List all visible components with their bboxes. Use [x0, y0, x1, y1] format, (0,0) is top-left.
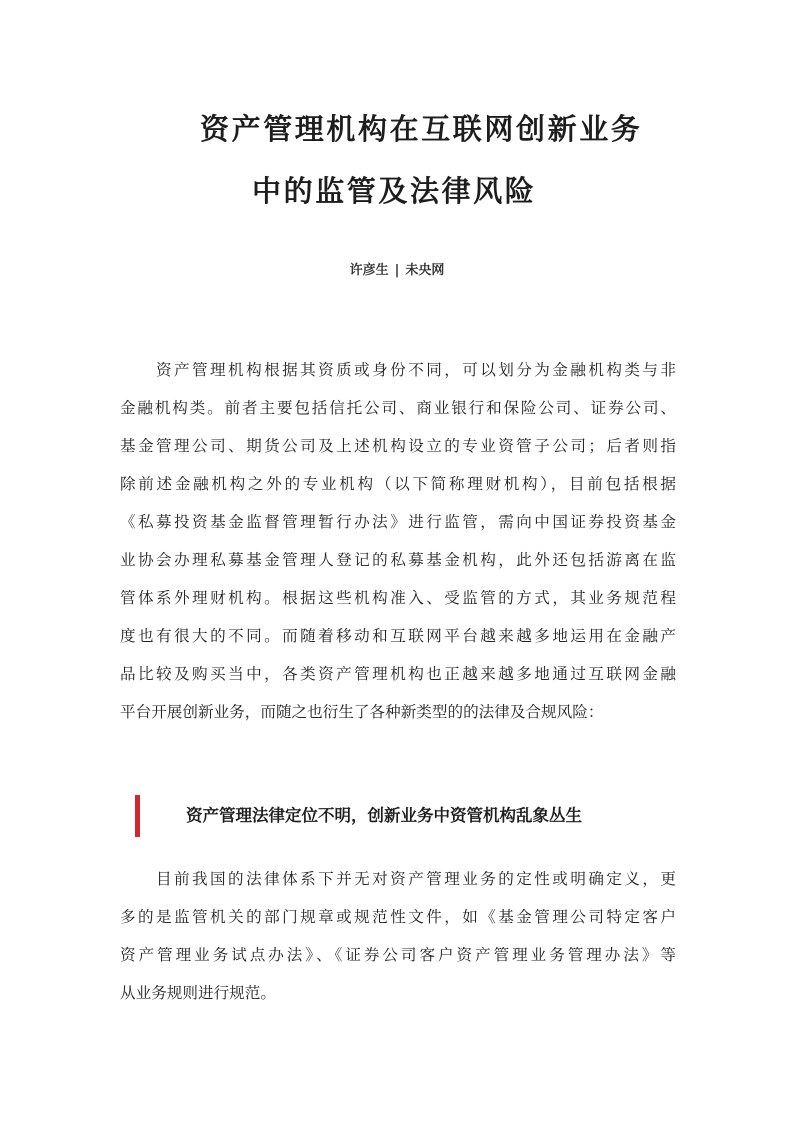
paragraph-line: 业协会办理私募基金管理人登记的私募基金机构，此外还包括游离在监 [120, 551, 676, 569]
byline [0, 264, 794, 277]
paragraph-line: 除前述金融机构之外的专业机构（以下简称理财机构），目前包括根据 [120, 475, 676, 493]
paragraph-line: 《私募投资基金监督管理暂行办法》进行监管，需向中国证券投资基金 [120, 513, 676, 531]
paragraph-line: 管体系外理财机构。根据这些机构准入、受监管的方式，其业务规范程 [120, 589, 676, 607]
paragraph-line: 从业务规则进行规范。 [120, 984, 276, 1002]
article-title-line-1: 资产管理机构在互联网创新业务 [200, 112, 643, 146]
paragraph-line: 多的是监管机关的部门规章或规范性文件，如《基金管理公司特定客户 [120, 908, 676, 926]
byline-separator: | [394, 263, 400, 278]
intro-paragraph [120, 351, 676, 731]
paragraph-line: 资产管理机构根据其资质或身份不同，可以划分为金融机构类与非 [156, 361, 676, 379]
article-title-line-2: 中的监管及法律风险 [252, 174, 537, 208]
section-heading: 资产管理法律定位不明，创新业务中资管机构乱象丛生 [186, 806, 582, 825]
paragraph-line: 目前我国的法律体系下并无对资产管理业务的定性或明确定义，更 [156, 870, 676, 888]
paragraph-line: 基金管理公司、期货公司及上述机构设立的专业资管子公司；后者则指 [120, 437, 676, 455]
paragraph-line: 平台开展创新业务，而随之也衍生了各种新类型的的法律及合规风险： [120, 703, 604, 721]
paragraph-line: 金融机构类。前者主要包括信托公司、商业银行和保险公司、证券公司、 [120, 399, 676, 417]
source-name: 未央网 [405, 263, 445, 278]
section-accent-bar [135, 795, 140, 837]
paragraph-line: 度也有很大的不同。而随着移动和互联网平台越来越多地运用在金融产 [120, 627, 676, 645]
paragraph-line: 资产管理业务试点办法》、《证券公司客户资产管理业务管理办法》等 [120, 946, 676, 964]
author-name: 许彦生 [349, 263, 389, 278]
section-paragraph [120, 860, 676, 1012]
paragraph-line: 品比较及购买当中，各类资产管理机构也正越来越多地通过互联网金融 [120, 665, 676, 683]
